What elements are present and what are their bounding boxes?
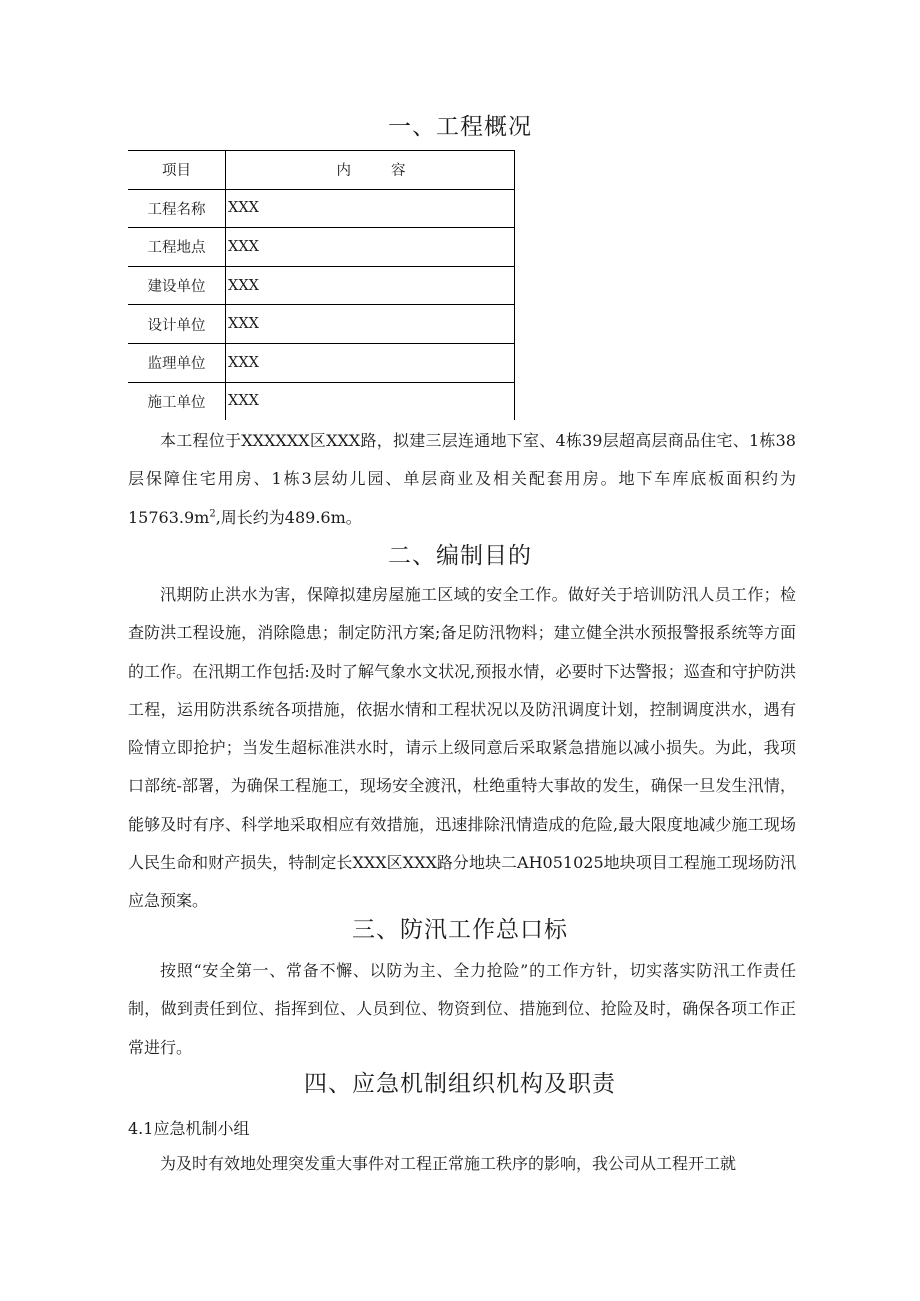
row-label: 监理单位 bbox=[128, 343, 226, 382]
row-label: 工程名称 bbox=[128, 189, 226, 228]
subsection-4-1-title: 4.1应急机制小组 bbox=[128, 1119, 250, 1138]
row-label: 设计单位 bbox=[128, 305, 226, 344]
table-row bbox=[128, 228, 515, 267]
overview-paragraph bbox=[128, 422, 796, 537]
table-row bbox=[128, 343, 515, 382]
goal-paragraph: 按照“安全第一、常备不懈、以防为主、全力抢险”的工作方针，切实落实防汛工作责任制，做到责任到位、指挥到位、人员到位、物资到位、措施到位、抢险及时，确保各项工作正常进行。 bbox=[128, 961, 796, 1057]
section-1-title: 一、工程概况 bbox=[388, 114, 532, 140]
row-value: XXX bbox=[226, 343, 515, 382]
table-row bbox=[128, 266, 515, 305]
area-unit-superscript: 2 bbox=[209, 508, 216, 520]
section-3-title: 三、防汛工作总口标 bbox=[352, 917, 568, 943]
section-2-title: 二、编制目的 bbox=[388, 543, 532, 569]
table-header-row bbox=[128, 151, 515, 190]
row-value: XXX bbox=[226, 189, 515, 228]
section-4-1-paragraph: 为及时有效地处理突发重大事件对工程正常施工秩序的影响，我公司从工程开工就 bbox=[160, 1154, 737, 1173]
overview-table bbox=[128, 150, 515, 420]
row-label: 工程地点 bbox=[128, 228, 226, 267]
row-value: XXX bbox=[226, 228, 515, 267]
header-content bbox=[226, 151, 515, 190]
header-content-a: 内 bbox=[336, 163, 351, 180]
purpose-paragraph: 汛期防止洪水为害，保障拟建房屋施工区域的安全工作。做好关于培训防汛人员工作；检查防洪工程设施，消除隐患；制定防汛方案;备足防汛物料；建立健全洪水预报警报系统等方面的工作。在汛期工作包括:及时了解气象水文状况,预报水情，必要时下达警报；巡查和守护防洪工程，运用防洪系统各项措施，依据水情和工程状况以及防汛调度计划，控制调度洪水，遇有险情立即抢护；当发生超标准洪水时，请示上级同意后采取紧急措施以减小损失。为此，我项口部统-部署，为确保工程施工，现场安全渡汛，杜绝重特大事故的发生，确保一旦发生汛情，能够及时有序、科学地采取相应有效措施，迅速排除汛情造成的危险,最大限度地减少施工现场人民生命和财产损失，特制定长XXX区XXX路分地块二AH051025地块项目工程施工现场防汛应急预案。 bbox=[128, 585, 796, 911]
row-label: 施工单位 bbox=[128, 382, 226, 420]
table-row bbox=[128, 382, 515, 420]
section-4-title: 四、应急机制组织机构及职责 bbox=[304, 1071, 616, 1097]
row-value: XXX bbox=[226, 266, 515, 305]
overview-tail-text: ,周长约为489.6m。 bbox=[215, 507, 362, 527]
table-row bbox=[128, 189, 515, 228]
header-item: 项目 bbox=[128, 151, 226, 190]
row-label: 建设单位 bbox=[128, 266, 226, 305]
row-value: XXX bbox=[226, 305, 515, 344]
header-content-b: 容 bbox=[391, 163, 406, 180]
table-row bbox=[128, 305, 515, 344]
row-value: XXX bbox=[226, 382, 515, 420]
overview-main-text: 本工程位于XXXXXX区XXX路，拟建三层连通地下室、4栋39层超高层商品住宅、1栋38层保障住宅用房、1栋3层幼儿园、单层商业及相关配套用房。地下车库底板面积约为15763.9m bbox=[128, 431, 796, 527]
